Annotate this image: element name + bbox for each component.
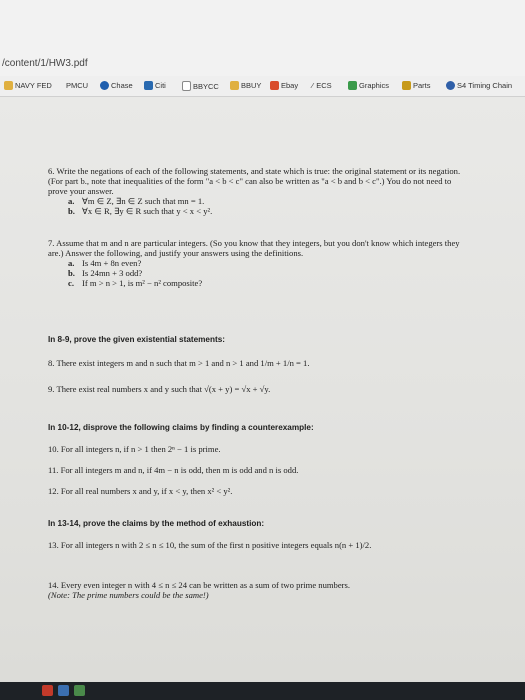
- part-text: Is 24mn + 3 odd?: [82, 267, 143, 278]
- question-6-text: 6. Write the negations of each of the following statements, and state which is true: the original statement or its negation. (For part b., note that inequalities of the form "a < b < c" can also be written as "a < b and b < c".) You do not need to prove your answer.: [48, 166, 461, 196]
- bookmark-label: BBUY: [241, 81, 262, 90]
- bookmark-label: Graphics: [359, 81, 390, 90]
- bookmark-label: Citi: [155, 81, 166, 90]
- bookmark-label: S4 Timing Chain: [457, 81, 513, 90]
- question-6: [48, 167, 468, 216]
- app-icon[interactable]: [58, 685, 69, 696]
- question-11: 11. For all integers m and n, if 4m − n is odd, then m is odd and n is odd.: [48, 465, 299, 475]
- section-heading-10-12: In 10-12, disprove the following claims by finding a counterexample:: [48, 423, 314, 432]
- question-7-text: 7. Assume that m and n are particular integers. (So you know that they integers, but you don't know which integers they are.) Answer the following, and justify your answers using the definitions.: [48, 238, 460, 258]
- bookmark-chase[interactable]: [100, 81, 133, 90]
- pdf-page: [0, 97, 525, 682]
- bookmarks-bar: [0, 76, 525, 97]
- shop-icon: [270, 81, 279, 90]
- bookmark-citi[interactable]: [144, 81, 166, 90]
- arrow-icon: ⁄: [312, 81, 314, 90]
- section-heading-13-14: In 13-14, prove the claims by the method of exhaustion:: [48, 519, 265, 528]
- question-14-text: 14. Every even integer n with 4 ≤ n ≤ 24 can be written as a sum of two prime numbers.: [48, 580, 351, 590]
- question-7-part-c: [68, 279, 468, 289]
- bookmark-label: Chase: [111, 81, 133, 90]
- browser-toolbar: [0, 0, 525, 76]
- question-6-part-b: [68, 207, 468, 217]
- chase-icon: [100, 81, 109, 90]
- part-text: If m > n > 1, is m² − n² composite?: [82, 277, 203, 288]
- question-10: 10. For all integers n, if n > 1 then 2ⁿ − 1 is prime.: [48, 444, 221, 454]
- bookmark-parts[interactable]: [402, 81, 431, 90]
- question-14-note: (Note: The prime numbers could be the same!): [48, 589, 209, 600]
- question-12: 12. For all real numbers x and y, if x < y, then x² < y².: [48, 486, 233, 496]
- part-label: a.: [68, 195, 75, 206]
- question-14: [48, 581, 468, 601]
- bookmark-label: ECS: [316, 81, 332, 90]
- part-label: c.: [68, 277, 74, 288]
- app-icon[interactable]: [74, 685, 85, 696]
- question-7: [48, 239, 468, 288]
- part-text: ∀m ∈ Z, ∃n ∈ Z such that mn = 1.: [82, 195, 205, 206]
- bookmark-bbycc[interactable]: [182, 81, 219, 91]
- parts-icon: [402, 81, 411, 90]
- question-9: 9. There exist real numbers x and y such that √(x + y) = √x + √y.: [48, 384, 271, 394]
- page-icon: [182, 81, 191, 91]
- bookmark-label: Ebay: [281, 81, 299, 90]
- part-label: b.: [68, 205, 75, 216]
- url-text[interactable]: /content/1/HW3.pdf: [2, 58, 88, 69]
- bookmark-ecs[interactable]: [312, 81, 332, 90]
- question-8: 8. There exist integers m and n such that m > 1 and n > 1 and 1/m + 1/n = 1.: [48, 358, 310, 368]
- graphics-icon: [348, 81, 357, 90]
- question-13: 13. For all integers n with 2 ≤ n ≤ 10, the sum of the first n positive integers equals n(n + 1)/2.: [48, 540, 372, 550]
- part-label: b.: [68, 267, 75, 278]
- part-text: ∀x ∈ R, ∃y ∈ R such that y < x < y².: [82, 205, 213, 216]
- part-label: a.: [68, 257, 75, 268]
- bookmark-label: Parts: [413, 81, 431, 90]
- section-heading-8-9: In 8-9, prove the given existential statements:: [48, 335, 225, 344]
- bookmark-pmcu[interactable]: [66, 81, 88, 90]
- bookmark-label: NAVY FED: [15, 81, 52, 90]
- bookmark-graphics[interactable]: [348, 81, 389, 90]
- bookmark-s4-timing-chain[interactable]: [446, 81, 512, 90]
- taskbar: [0, 682, 525, 700]
- bookmark-label: BBYCC: [193, 81, 219, 91]
- folder-icon: [4, 81, 13, 90]
- bookmark-bbuy[interactable]: [230, 81, 261, 90]
- part-text: Is 4m + 8n even?: [82, 257, 142, 268]
- citi-icon: [144, 81, 153, 90]
- app-icon[interactable]: [42, 685, 53, 696]
- bookmark-ebay[interactable]: [270, 81, 298, 90]
- bookmark-navy-fed[interactable]: [4, 81, 52, 90]
- circle-icon: [446, 81, 455, 90]
- bookmark-label: PMCU: [66, 81, 89, 90]
- folder-icon: [230, 81, 239, 90]
